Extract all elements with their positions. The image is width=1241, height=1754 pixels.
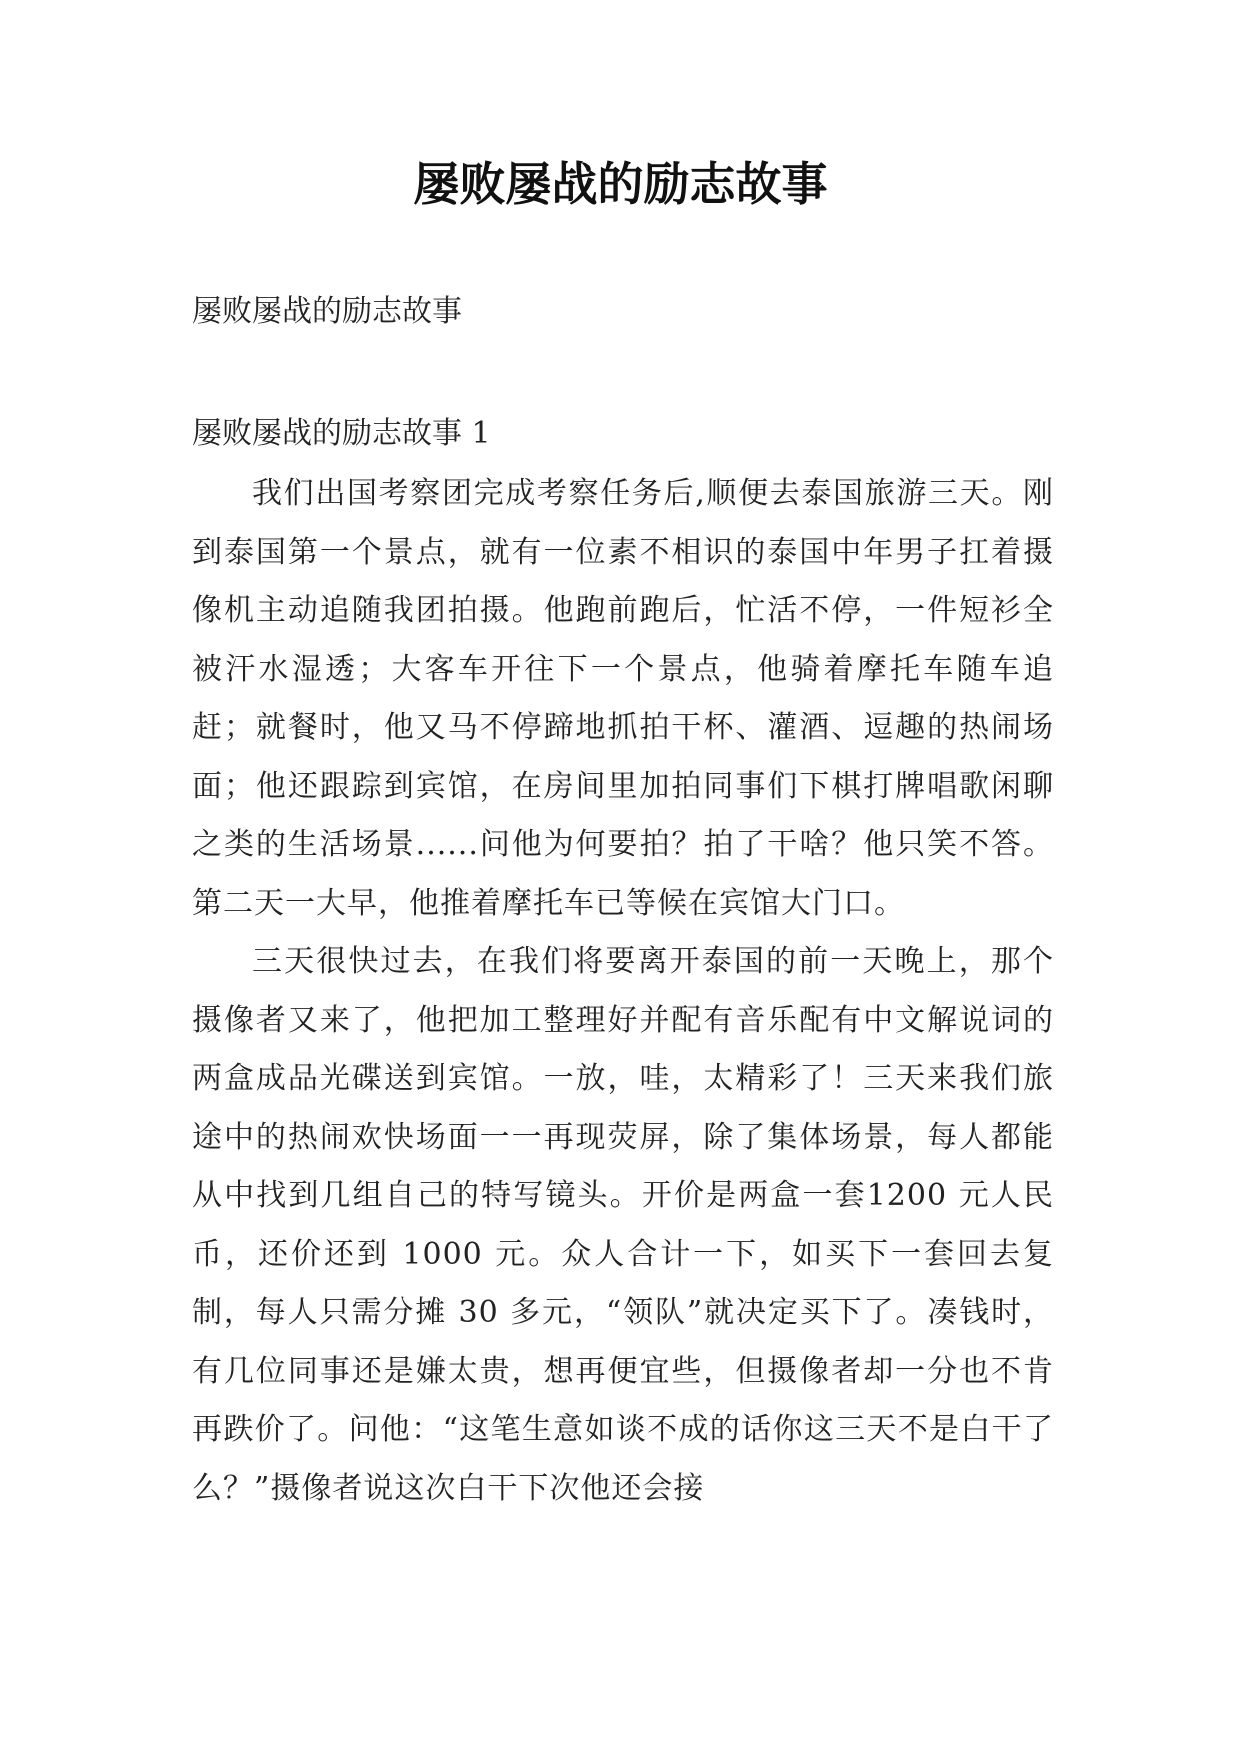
section-heading: 屡败屡战的励志故事 1 [192,416,491,451]
paragraph-1: 我们出国考察团完成考察任务后,顺便去泰国旅游三天。刚到泰国第一个景点，就有一位素不相识的泰国中年男子扛着摄像机主动追随我团拍摄。他跑前跑后，忙活不停，一件短衫全被汗水湿透；大客车开往下一个景点，他骑着摩托车随车追赶；就餐时，他又马不停蹄地抓拍干杯、灌酒、逗趣的热闹场面；他还跟踪到宾馆，在房间里加拍同事们下棋打牌唱歌闲聊之类的生活场景......问他为何要拍？拍了干啥？他只笑不答。第二天一大早，他推着摩托车已等候在宾馆大门口。 [192,476,1054,921]
document-title: 屡败屡战的励志故事 [413,157,828,211]
paragraph-2: 三天很快过去，在我们将要离开泰国的前一天晚上，那个摄像者又来了，他把加工整理好并配有音乐配有中文解说词的两盒成品光碟送到宾馆。一放，哇，太精彩了！三天来我们旅途中的热闹欢快场面一一再现荧屏，除了集体场景，每人都能从中找到几组自己的特写镜头。开价是两盒一套1200 元人民币，还价还到 1000 元。众人合计一下，如买下一套回去复制，每人只需分摊 30 多元，“领队”就决定买下了。凑钱时，有几位同事还是嫌太贵，想再便宜些，但摄像者却一分也不肯再跌价了。问他：“这笔生意如谈不成的话你这三天不是白干了么？”摄像者说这次白干下次他还会接 [192,944,1054,1506]
body-text [192,465,1054,1518]
document-subtitle: 屡败屡战的励志故事 [192,294,462,329]
